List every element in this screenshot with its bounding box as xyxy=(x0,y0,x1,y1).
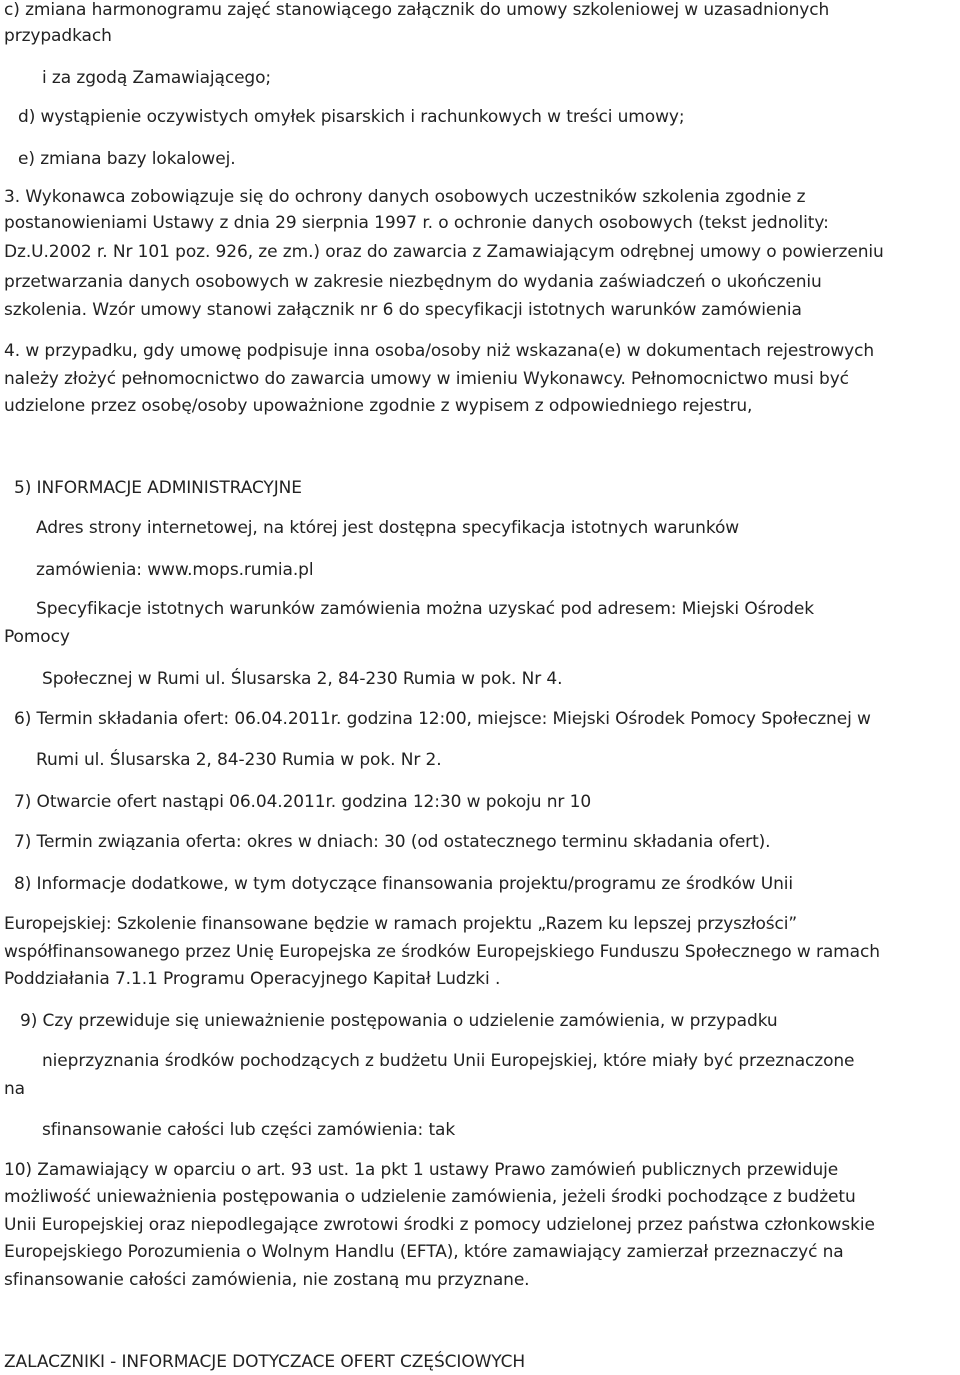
c-line-3: i za zgodą Zamawiającego; xyxy=(42,68,272,88)
p4-line-2: należy złożyć pełnomocnictwo do zawarcia umowy w imieniu Wykonawcy. Pełnomocnictwo musi być xyxy=(4,369,849,389)
s6-line-2: Rumi ul. Ślusarska 2, 84-230 Rumia w pok. Nr 2. xyxy=(36,750,442,770)
s10-line-1: 10) Zamawiający w oparciu o art. 93 ust. 1a pkt 1 ustawy Prawo zamówień publicznych przewiduje xyxy=(4,1160,839,1180)
s9-line-3: na xyxy=(4,1079,25,1099)
c-line-2: przypadkach xyxy=(4,26,112,46)
s8-line-4: Poddziałania 7.1.1 Programu Operacyjnego Kapitał Ludzki . xyxy=(4,969,501,989)
s8-line-2: Europejskiej: Szkolenie finansowane będzie w ramach projektu „Razem ku lepszej przyszłości” xyxy=(4,914,798,934)
footer-heading: ZALACZNIKI - INFORMACJE DOTYCZACE OFERT CZĘŚCIOWYCH xyxy=(4,1352,526,1372)
p3-line-2: postanowieniami Ustawy z dnia 29 sierpnia 1997 r. o ochronie danych osobowych (tekst jednolity: xyxy=(4,213,829,233)
s5-heading: 5) INFORMACJE ADMINISTRACYJNE xyxy=(14,478,302,498)
s5-line-3: Specyfikacje istotnych warunków zamówienia można uzyskać pod adresem: Miejski Ośrodek xyxy=(36,599,814,619)
p4-line-3: udzielone przez osobę/osoby upoważnione zgodnie z wypisem z odpowiedniego rejestru, xyxy=(4,396,753,416)
s5-line-1: Adres strony internetowej, na której jest dostępna specyfikacja istotnych warunków xyxy=(36,518,740,538)
s7b-line: 7) Termin związania oferta: okres w dniach: 30 (od ostatecznego terminu składania ofert). xyxy=(14,832,771,852)
s10-line-3: Unii Europejskiej oraz niepodlegające zwrotowi środki z pomocy udzielonej przez państwa członkowskie xyxy=(4,1215,875,1235)
s8-line-3: współfinansowanego przez Unię Europejska ze środków Europejskiego Funduszu Społecznego w ramach xyxy=(4,942,880,962)
d-line: d) wystąpienie oczywistych omyłek pisarskich i rachunkowych w treści umowy; xyxy=(18,107,685,127)
s10-line-5: sfinansowanie całości zamówienia, nie zostaną mu przyznane. xyxy=(4,1270,530,1290)
s5-line-4: Pomocy xyxy=(4,627,70,647)
s9-line-2: nieprzyznania środków pochodzących z budżetu Unii Europejskiej, które miały być przeznaczone xyxy=(42,1051,855,1071)
p4-line-1: 4. w przypadku, gdy umowę podpisuje inna osoba/osoby niż wskazana(e) w dokumentach rejestrowych xyxy=(4,341,875,361)
s5-line-5: Społecznej w Rumi ul. Ślusarska 2, 84-230 Rumia w pok. Nr 4. xyxy=(42,669,563,689)
s9-line-1: 9) Czy przewiduje się unieważnienie postępowania o udzielenie zamówienia, w przypadku xyxy=(20,1011,778,1031)
s10-line-4: Europejskiego Porozumienia o Wolnym Handlu (EFTA), które zamawiający zamierzał przeznaczyć na xyxy=(4,1242,844,1262)
s9-line-4: sfinansowanie całości lub części zamówienia: tak xyxy=(42,1120,456,1140)
s10-line-2: możliwość unieważnienia postępowania o udzielenie zamówienia, jeżeli środki pochodzące z budżetu xyxy=(4,1187,856,1207)
p3-line-4: przetwarzania danych osobowych w zakresie niezbędnym do wydania zaświadczeń o ukończeniu xyxy=(4,272,822,292)
p3-line-3: Dz.U.2002 r. Nr 101 poz. 926, ze zm.) oraz do zawarcia z Zamawiającym odrębnej umowy o powierzeniu xyxy=(4,242,884,262)
s5-line-2: zamówienia: www.mops.rumia.pl xyxy=(36,560,314,580)
s8-line-1: 8) Informacje dodatkowe, w tym dotyczące finansowania projektu/programu ze środków Unii xyxy=(14,874,793,894)
c-line-1: c) zmiana harmonogramu zajęć stanowiącego załącznik do umowy szkoleniowej w uzasadnionych xyxy=(4,0,830,20)
s7a-line: 7) Otwarcie ofert nastąpi 06.04.2011r. godzina 12:30 w pokoju nr 10 xyxy=(14,792,592,812)
p3-line-5: szkolenia. Wzór umowy stanowi załącznik nr 6 do specyfikacji istotnych warunków zamówienia xyxy=(4,300,802,320)
e-line: e) zmiana bazy lokalowej. xyxy=(18,149,236,169)
p3-line-1: 3. Wykonawca zobowiązuje się do ochrony danych osobowych uczestników szkolenia zgodnie z xyxy=(4,187,806,207)
s6-line-1: 6) Termin składania ofert: 06.04.2011r. godzina 12:00, miejsce: Miejski Ośrodek Pomocy Społecznej w xyxy=(14,709,871,729)
